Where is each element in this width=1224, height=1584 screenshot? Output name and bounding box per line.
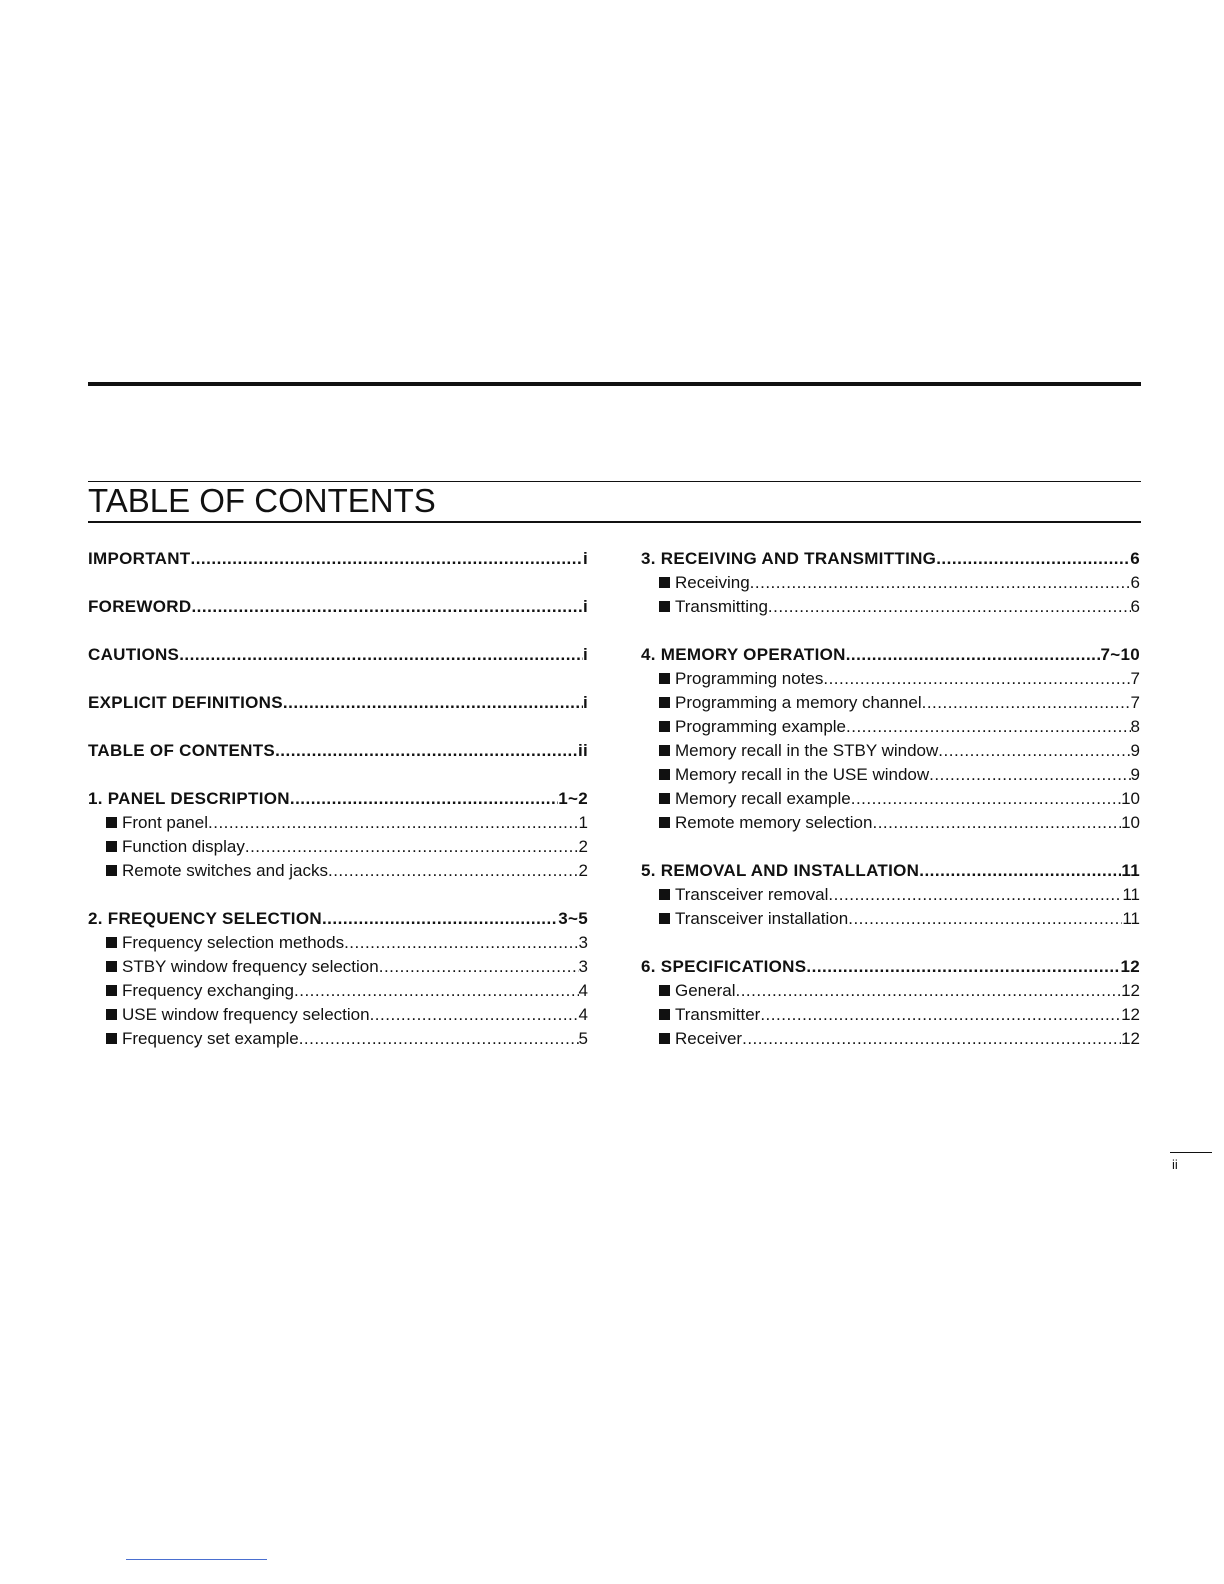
- toc-subsection-entry[interactable]: [88, 811, 588, 835]
- dot-leader: [848, 907, 1122, 931]
- square-bullet-icon: [659, 769, 670, 780]
- square-bullet-icon: [659, 697, 670, 708]
- dot-leader: [735, 979, 1121, 1003]
- toc-spacer: [88, 763, 588, 787]
- toc-section-entry[interactable]: [88, 691, 588, 715]
- toc-spacer: [88, 571, 588, 595]
- toc-subsection-entry[interactable]: [88, 1003, 588, 1027]
- square-bullet-icon: [106, 817, 117, 828]
- dot-leader: [299, 1027, 579, 1051]
- toc-entry-label: Function display: [122, 837, 245, 856]
- toc-subsection-entry[interactable]: [641, 571, 1140, 595]
- toc-entry-page: i: [582, 645, 588, 664]
- toc-entry-label: 1. PANEL DESCRIPTION: [88, 789, 290, 808]
- toc-entry-label: 4. MEMORY OPERATION: [641, 645, 846, 664]
- square-bullet-icon: [106, 1033, 117, 1044]
- page-number-rule: [1170, 1152, 1212, 1153]
- dot-leader: [936, 547, 1130, 571]
- toc-entry-label: Frequency set example: [122, 1029, 299, 1048]
- toc-entry-label: 5. REMOVAL AND INSTALLATION: [641, 861, 920, 880]
- toc-spacer: [88, 715, 588, 739]
- toc-entry-label: Transceiver installation: [675, 909, 849, 928]
- toc-entry-page: 7~10: [1100, 645, 1140, 664]
- square-bullet-icon: [659, 601, 670, 612]
- toc-section-entry[interactable]: [88, 643, 588, 667]
- toc-entry-label: Memory recall example: [675, 789, 851, 808]
- toc-spacer: [88, 667, 588, 691]
- toc-entry-page: 12: [1121, 1005, 1140, 1024]
- toc-entry-label: USE window frequency selection: [122, 1005, 370, 1024]
- toc-left-column: [88, 547, 588, 1051]
- toc-section-entry[interactable]: [641, 955, 1140, 979]
- toc-entry-label: Frequency selection methods: [122, 933, 345, 952]
- dot-leader: [750, 571, 1131, 595]
- toc-entry-page: 2: [578, 837, 588, 856]
- toc-entry-page: 10: [1121, 813, 1140, 832]
- toc-spacer: [641, 931, 1140, 955]
- toc-section-entry[interactable]: [88, 595, 588, 619]
- toc-subsection-entry[interactable]: [641, 739, 1140, 763]
- toc-subsection-entry[interactable]: [641, 907, 1140, 931]
- square-bullet-icon: [659, 889, 670, 900]
- dot-leader: [379, 955, 579, 979]
- toc-section-entry[interactable]: [88, 739, 588, 763]
- square-bullet-icon: [659, 1009, 670, 1020]
- toc-entry-label: Frequency exchanging: [122, 981, 295, 1000]
- square-bullet-icon: [659, 1033, 670, 1044]
- toc-subsection-entry[interactable]: [88, 835, 588, 859]
- square-bullet-icon: [106, 1009, 117, 1020]
- toc-entry-label: STBY window frequency selection: [122, 957, 379, 976]
- dot-leader: [344, 931, 578, 955]
- dot-leader: [872, 811, 1121, 835]
- dot-leader: [290, 787, 558, 811]
- toc-subsection-entry[interactable]: [641, 811, 1140, 835]
- toc-entry-page: 10: [1121, 789, 1140, 808]
- page-title: TABLE OF CONTENTS: [88, 482, 436, 519]
- toc-entry-page: 3: [578, 933, 588, 952]
- toc-entry-label: Receiver: [675, 1029, 743, 1048]
- toc-subsection-entry[interactable]: [88, 859, 588, 883]
- toc-subsection-entry[interactable]: [641, 763, 1140, 787]
- toc-entry-label: FOREWORD: [88, 597, 192, 616]
- toc-entry-label: Transceiver removal: [675, 885, 829, 904]
- dot-leader: [322, 907, 558, 931]
- toc-section-entry[interactable]: [88, 787, 588, 811]
- square-bullet-icon: [659, 721, 670, 732]
- square-bullet-icon: [659, 817, 670, 828]
- dot-leader: [823, 667, 1130, 691]
- dot-leader: [245, 835, 579, 859]
- toc-section-entry[interactable]: [88, 907, 588, 931]
- toc-subsection-entry[interactable]: [641, 883, 1140, 907]
- toc-entry-page: 11: [1121, 861, 1140, 880]
- dot-leader: [179, 643, 583, 667]
- toc-entry-page: 12: [1121, 981, 1140, 1000]
- toc-entry-label: TABLE OF CONTENTS: [88, 741, 276, 760]
- toc-subsection-entry[interactable]: [641, 715, 1140, 739]
- square-bullet-icon: [106, 865, 117, 876]
- page-number: ii: [1172, 1157, 1178, 1172]
- toc-entry-label: 2. FREQUENCY SELECTION: [88, 909, 322, 928]
- toc-entry-page: 1: [578, 813, 588, 832]
- toc-entry-page: 12: [1121, 1029, 1140, 1048]
- toc-entry-page: 2: [578, 861, 588, 880]
- toc-subsection-entry[interactable]: [641, 787, 1140, 811]
- title-rule-bottom: [88, 521, 1141, 523]
- toc-entry-label: Front panel: [122, 813, 208, 832]
- dot-leader: [919, 859, 1121, 883]
- dot-leader: [938, 739, 1130, 763]
- toc-entry-page: 6: [1130, 573, 1140, 592]
- dot-leader: [846, 715, 1131, 739]
- toc-entry-page: 12: [1120, 957, 1140, 976]
- toc-section-entry[interactable]: [641, 859, 1140, 883]
- toc-entry-page: 11: [1122, 885, 1140, 904]
- toc-entry-page: 6: [1130, 597, 1140, 616]
- square-bullet-icon: [106, 841, 117, 852]
- bottom-link-line: [126, 1559, 267, 1560]
- toc-section-entry[interactable]: [641, 643, 1140, 667]
- square-bullet-icon: [659, 793, 670, 804]
- square-bullet-icon: [659, 673, 670, 684]
- toc-entry-label: Memory recall in the USE window: [675, 765, 930, 784]
- toc-spacer: [641, 835, 1140, 859]
- dot-leader: [828, 883, 1122, 907]
- toc-entry-page: 9: [1130, 765, 1140, 784]
- square-bullet-icon: [659, 985, 670, 996]
- toc-entry-label: Memory recall in the STBY window: [675, 741, 939, 760]
- dot-leader: [275, 739, 578, 763]
- toc-spacer: [88, 619, 588, 643]
- toc-entry-page: 9: [1130, 741, 1140, 760]
- dot-leader: [929, 763, 1130, 787]
- toc-entry-label: 6. SPECIFICATIONS: [641, 957, 807, 976]
- toc-entry-page: 11: [1122, 909, 1140, 928]
- toc-entry-label: General: [675, 981, 736, 1000]
- toc-entry-page: 8: [1130, 717, 1140, 736]
- dot-leader: [742, 1027, 1121, 1051]
- square-bullet-icon: [659, 913, 670, 924]
- dot-leader: [806, 955, 1120, 979]
- toc-subsection-entry[interactable]: [641, 691, 1140, 715]
- dot-leader: [294, 979, 579, 1003]
- square-bullet-icon: [106, 985, 117, 996]
- toc-subsection-entry[interactable]: [88, 955, 588, 979]
- dot-leader: [328, 859, 579, 883]
- toc-section-entry[interactable]: [641, 547, 1140, 571]
- toc-entry-label: Transmitting: [675, 597, 768, 616]
- dot-leader: [370, 1003, 579, 1027]
- toc-subsection-entry[interactable]: [88, 931, 588, 955]
- toc-entry-label: Programming a memory channel: [675, 693, 922, 712]
- square-bullet-icon: [659, 745, 670, 756]
- toc-subsection-entry[interactable]: [641, 979, 1140, 1003]
- toc-entry-label: Transmitter: [675, 1005, 761, 1024]
- square-bullet-icon: [106, 961, 117, 972]
- toc-entry-page: i: [582, 597, 588, 616]
- toc-subsection-entry[interactable]: [641, 1003, 1140, 1027]
- dot-leader: [851, 787, 1121, 811]
- toc-spacer: [641, 619, 1140, 643]
- toc-entry-label: Remote memory selection: [675, 813, 873, 832]
- square-bullet-icon: [106, 937, 117, 948]
- toc-entry-page: 6: [1130, 549, 1140, 568]
- toc-entry-label: Programming notes: [675, 669, 824, 688]
- toc-right-column: [641, 547, 1140, 1051]
- toc-section-entry[interactable]: [88, 547, 588, 571]
- toc-entry-label: Receiving: [675, 573, 750, 592]
- toc-subsection-entry[interactable]: [88, 979, 588, 1003]
- dot-leader: [208, 811, 579, 835]
- toc-subsection-entry[interactable]: [641, 667, 1140, 691]
- toc-entry-page: 3~5: [558, 909, 588, 928]
- toc-entry-page: 4: [578, 1005, 588, 1024]
- top-rule: [88, 382, 1141, 386]
- toc-entry-label: IMPORTANT: [88, 549, 191, 568]
- toc-entry-page: 5: [578, 1029, 588, 1048]
- toc-subsection-entry[interactable]: [88, 1027, 588, 1051]
- toc-entry-label: CAUTIONS: [88, 645, 180, 664]
- dot-leader: [190, 547, 582, 571]
- toc-entry-page: ii: [577, 741, 588, 760]
- toc-subsection-entry[interactable]: [641, 1027, 1140, 1051]
- dot-leader: [760, 1003, 1121, 1027]
- square-bullet-icon: [659, 577, 670, 588]
- toc-subsection-entry[interactable]: [641, 595, 1140, 619]
- dot-leader: [922, 691, 1131, 715]
- toc-entry-page: 7: [1130, 669, 1140, 688]
- toc-entry-page: 1~2: [558, 789, 588, 808]
- toc-entry-label: Programming example: [675, 717, 847, 736]
- toc-entry-label: 3. RECEIVING AND TRANSMITTING: [641, 549, 937, 568]
- toc-entry-page: 4: [578, 981, 588, 1000]
- toc-entry-label: Remote switches and jacks: [122, 861, 328, 880]
- dot-leader: [191, 595, 583, 619]
- toc-entry-page: i: [582, 549, 588, 568]
- toc-entry-label: EXPLICIT DEFINITIONS: [88, 693, 283, 712]
- toc-entry-page: 7: [1130, 693, 1140, 712]
- toc-entry-page: 3: [578, 957, 588, 976]
- dot-leader: [283, 691, 583, 715]
- dot-leader: [846, 643, 1101, 667]
- dot-leader: [768, 595, 1131, 619]
- toc-entry-page: i: [582, 693, 588, 712]
- toc-spacer: [88, 883, 588, 907]
